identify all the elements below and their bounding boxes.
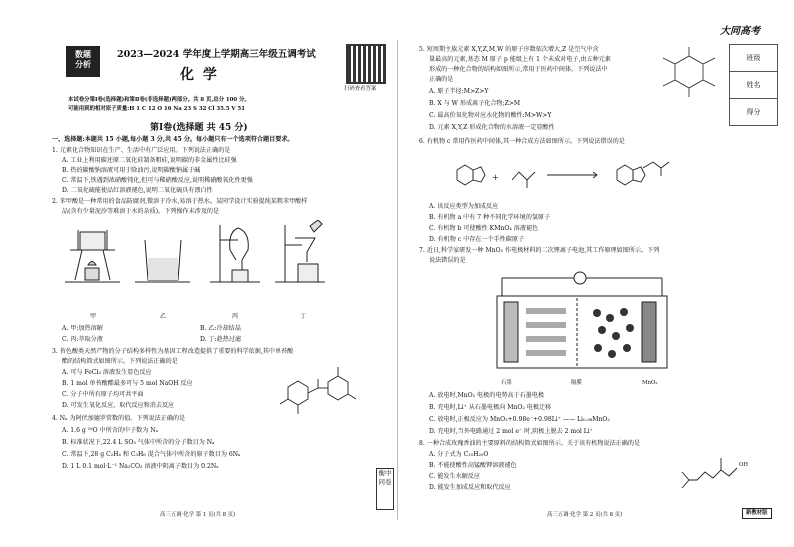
- question-2-cont: 品(含有少量泥沙等难溶于水的杂质)。下列操作未涉及的是: [62, 208, 220, 215]
- stamp-seal: 衡中同卷: [376, 468, 394, 510]
- oh-label: OH: [739, 462, 749, 468]
- q1-option-d: D. 二氧化硫能使品红溶液褪色,说明二氧化硫具有漂白性: [62, 187, 213, 194]
- question-7: 7. 近日,科学家研发一种 MnO₂ 作电极材料的二次锂离子电池,其工作原理如图所示。下列: [419, 247, 660, 254]
- question-3: 3. 苔色酸类天然产物的分子结构多样性为基因工程改造提供了重要的科学依据,其中单苔酸: [52, 348, 294, 355]
- q6-option-a: A. 该反应类型为加成反应: [429, 203, 499, 210]
- cell-label-mno2: MnO₂: [642, 380, 658, 386]
- edition-badge: 新教材版: [742, 508, 772, 519]
- q2-option-b: B. 乙:冷却结晶: [200, 325, 241, 332]
- name-field[interactable]: 姓名: [730, 72, 777, 99]
- q5-option-b: B. X 与 W 形成离子化合物;Z>M: [429, 100, 521, 107]
- molecule-structure-q3: [268, 362, 368, 422]
- question-5-cont-2: 形成的一种化合物的结构如图所示,常用于医药中间体。下列说法中: [429, 66, 608, 73]
- q3-option-b: B. 1 mol 单苔酸酯最多可与 5 mol NaOH 反应: [62, 380, 193, 387]
- question-6: 6. 有机物 c 常用作医药中间体,其一种合成方法如图所示。下列说法错误的是: [419, 138, 625, 145]
- qr-label: 扫码查看答案: [344, 86, 377, 92]
- fig-label-jia: 甲: [90, 313, 97, 320]
- footer-left: 高三五调·化学 第 1 页(共 8 页): [160, 512, 236, 518]
- question-5-cont-3: 正确的是: [429, 76, 454, 83]
- brand-logo: 大同高考: [720, 26, 760, 37]
- q3-option-a: A. 可与 FeCl₃ 溶液发生显色反应: [62, 369, 152, 376]
- subject-title: 化 学: [180, 67, 219, 83]
- q1-option-c: C. 常温下,铁遇到浓硝酸钝化,但可与稀硝酸反应,说明稀硝酸氧化性更强: [62, 177, 253, 184]
- q2-option-d: D. 丁:趁热过滤: [200, 336, 242, 343]
- score-field[interactable]: 得分: [746, 108, 761, 116]
- q4-option-d: D. 1 L 0.1 mol·L⁻¹ Na₂CO₃ 溶液中阴离子数目为 0.2Nₐ: [62, 463, 219, 470]
- geraniol-structure-q8: [677, 448, 747, 498]
- part-title: 第Ⅰ卷(选择题 共 45 分): [150, 123, 248, 133]
- q6-option-c: C. 有机物 b 可使酸性 KMnO₄ 溶液褪色: [429, 225, 539, 232]
- intro-line-2: 可能用到的相对原子质量:H 1 C 12 O 16 Na 23 S 32 Cl 35.5 V 51: [68, 106, 245, 112]
- q5-option-a: A. 原子半径:M>Z>Y: [429, 88, 489, 95]
- question-5: 5. 短周期主族元素 X,Y,Z,M,W 的原子序数依次增大,Z 是空气中含: [419, 46, 599, 53]
- q7-option-a: A. 放电时,MnO₂ 电极的电势高于石墨电极: [429, 392, 545, 399]
- fig-label-bing: 丙: [232, 313, 239, 320]
- section-heading: 一、选择题:本题共 15 小题,每小题 3 分,共 45 分。每小题只有一个选项符合题目要求。: [52, 136, 294, 143]
- logo-box: 数题 分析: [66, 46, 100, 77]
- compound-structure-q5: [655, 44, 723, 100]
- score-box: [729, 44, 778, 126]
- cell-label-membrane: 隔膜: [571, 380, 582, 386]
- question-8: 8. 一种合成玫瑰香油的主要原料的结构简式如图所示。关于该有机物说法正确的是: [419, 440, 641, 447]
- q5-option-c: C. 最高价氧化物对应水化物的酸性:M>W>Y: [429, 112, 552, 119]
- q3-option-d: D. 可发生氧化反应、取代反应和消去反应: [62, 402, 175, 409]
- fig-label-ding: 丁: [300, 313, 307, 320]
- question-5-cont-1: 量最高的元素,基态 M 原子 p 能级上有 1 个未成对电子,由五种元素: [429, 56, 611, 63]
- question-4: 4. Nₐ 为阿伏加德罗常数的值。下列说法正确的是: [52, 415, 186, 422]
- q8-option-c: C. 能发生水解反应: [429, 473, 480, 480]
- q4-option-c: C. 常温下,28 g C₂H₄ 和 C₃H₆ 混合气体中所含的原子数目为 6Nₐ: [62, 451, 241, 458]
- q7-option-d: D. 充电时,当外电路通过 2 mol e⁻ 时,阴极上脱去 2 mol Li⁺: [429, 428, 593, 435]
- q6-option-d: D. 有机物 c 中存在一个手性碳原子: [429, 236, 525, 243]
- question-2: 2. 苯甲酸是一种常用的食品防腐剂,微溶于冷水,易溶于热水。某同学设计实验提纯某粗苯甲酸样: [52, 198, 308, 205]
- lab-apparatus-figure: [60, 220, 330, 310]
- q4-option-a: A. 1.6 g ¹⁸O 中所含的中子数为 Nₐ: [62, 427, 158, 434]
- q8-option-b: B. 不能使酸性高锰酸钾溶液褪色: [429, 462, 517, 469]
- q8-option-d: D. 能发生加成反应和取代反应: [429, 484, 511, 491]
- svg-text:+: +: [492, 173, 499, 182]
- reaction-scheme-q6: [447, 150, 717, 200]
- class-field[interactable]: 班级: [730, 45, 777, 72]
- battery-diagram-q7: [492, 268, 672, 378]
- q7-option-b: B. 充电时,Li⁺ 从石墨电极向 MnO₂ 电极迁移: [429, 404, 552, 411]
- q3-option-c: C. 分子中所有原子均可共平面: [62, 391, 144, 398]
- q7-option-c: C. 放电时,正极反应为 MnO₂+0.98e⁻+0.98Li⁺ —— Li₀.₉₈MnO₂: [429, 416, 610, 423]
- q6-option-b: B. 有机物 a 中有 7 种不同化学环境的氢原子: [429, 214, 551, 221]
- q1-option-a: A. 工业上利用碳还原二氧化硅制备粗硅,说明碳的非金属性比硅强: [62, 157, 237, 164]
- q2-option-c: C. 丙:萃取分液: [62, 336, 103, 343]
- exam-title: 2023—2024 学年度上学期高三年级五调考试: [117, 49, 316, 60]
- q1-option-b: B. 热的碳酸钠溶液可用于除油污,说明碳酸钠属于碱: [62, 167, 201, 174]
- question-1: 1. 元素化合物知识在生产、生活中有广泛应用。下列说法正确的是: [52, 147, 231, 154]
- fig-label-yi: 乙: [160, 313, 167, 320]
- question-7-cont: 说法错误的是: [429, 257, 466, 264]
- q4-option-b: B. 标准状况下,22.4 L SO₃ 气体中所含的分子数目为 Nₐ: [62, 439, 215, 446]
- q8-option-a: A. 分子式为 C₁₀H₂₀O: [429, 451, 489, 458]
- q2-option-a: A. 甲:加热溶解: [62, 325, 103, 332]
- qr-code[interactable]: [346, 44, 386, 84]
- question-3-cont: 酯的结构简式如图所示。下列说法正确的是: [62, 358, 178, 365]
- footer-right: 高三五调·化学 第 2 页(共 8 页): [547, 512, 623, 518]
- intro-line-1: 本试卷分第Ⅰ卷(选择题)和第Ⅱ卷(非选择题)两部分。共 8 页,总分 100 分。: [68, 97, 250, 103]
- q5-option-d: D. 元素 X,Y,Z 形成化合物的水溶液一定显酸性: [429, 124, 555, 131]
- cell-label-graphite: 石墨: [501, 380, 512, 386]
